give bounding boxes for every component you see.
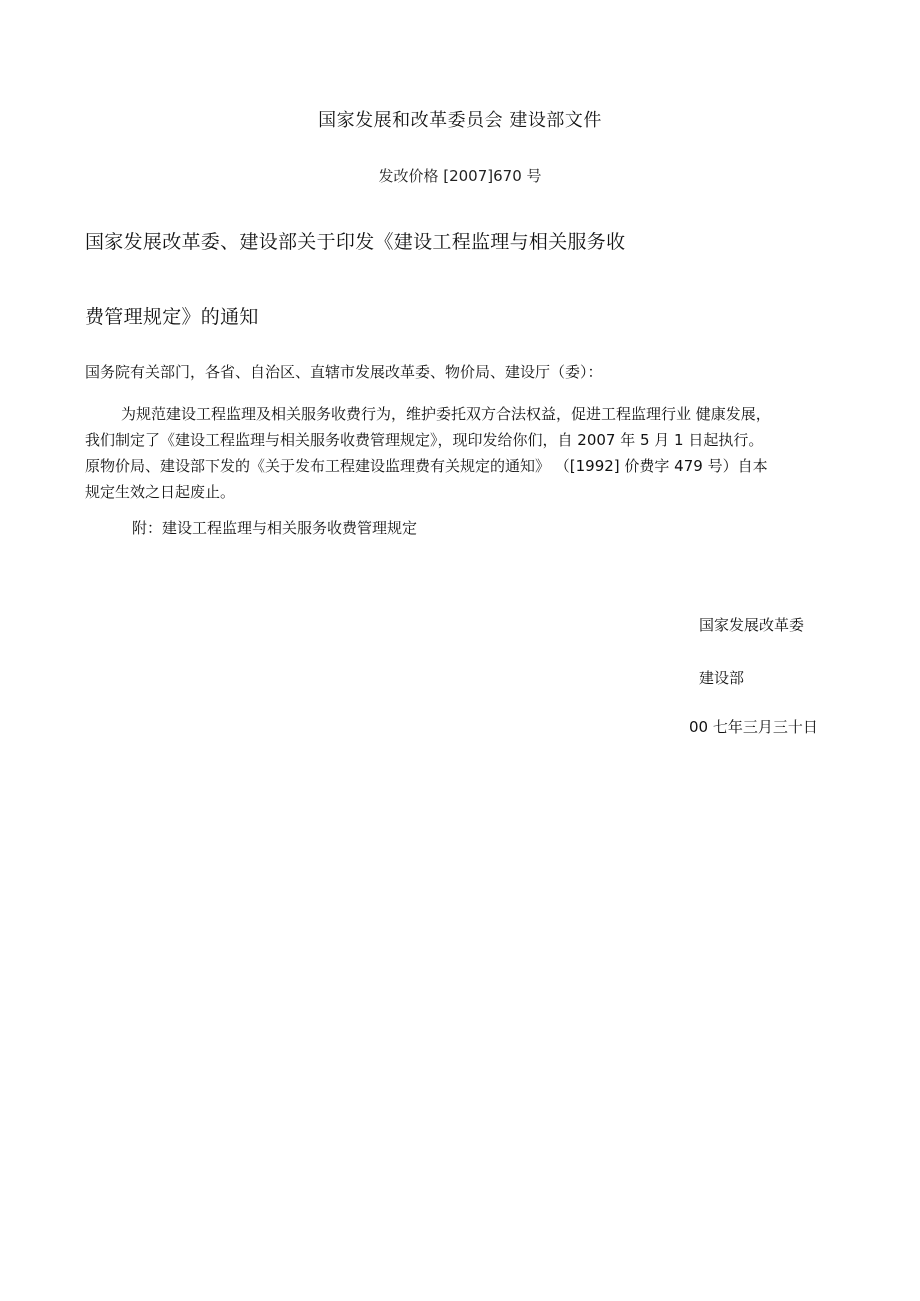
signature-date: 00 七年三月三十日 xyxy=(689,718,818,736)
body-line: 原物价局、建设部下发的《关于发布工程建设监理费有关规定的通知》 （[1992] 价费字 479 号）自本 xyxy=(85,457,768,475)
header-title: 国家发展和改革委员会 建设部文件 xyxy=(318,110,602,131)
notice-title-line-1: 国家发展改革委、建设部关于印发《建设工程监理与相关服务收 xyxy=(85,231,626,253)
notice-title-line-2: 费管理规定》的通知 xyxy=(85,306,259,328)
document-number: 发改价格 [2007]670 号 xyxy=(378,167,542,185)
body-line: 我们制定了《建设工程监理与相关服务收费管理规定》，现印发给你们，自 2007 年 5 月 1 日起执行。 xyxy=(85,431,764,449)
body-line: 为规范建设工程监理及相关服务收费行为，维护委托双方合法权益，促进工程监理行业 健康发展， xyxy=(121,405,771,423)
body-paragraph xyxy=(85,401,830,505)
salutation: 国务院有关部门，各省、自治区、直辖市发展改革委、物价局、建设厅（委）： xyxy=(85,363,603,381)
signature-org-moc: 建设部 xyxy=(699,669,745,687)
attachment-note: 附：建设工程监理与相关服务收费管理规定 xyxy=(132,519,418,537)
signature-org-ndrc: 国家发展改革委 xyxy=(699,616,805,634)
body-line: 规定生效之日起废止。 xyxy=(85,483,236,501)
